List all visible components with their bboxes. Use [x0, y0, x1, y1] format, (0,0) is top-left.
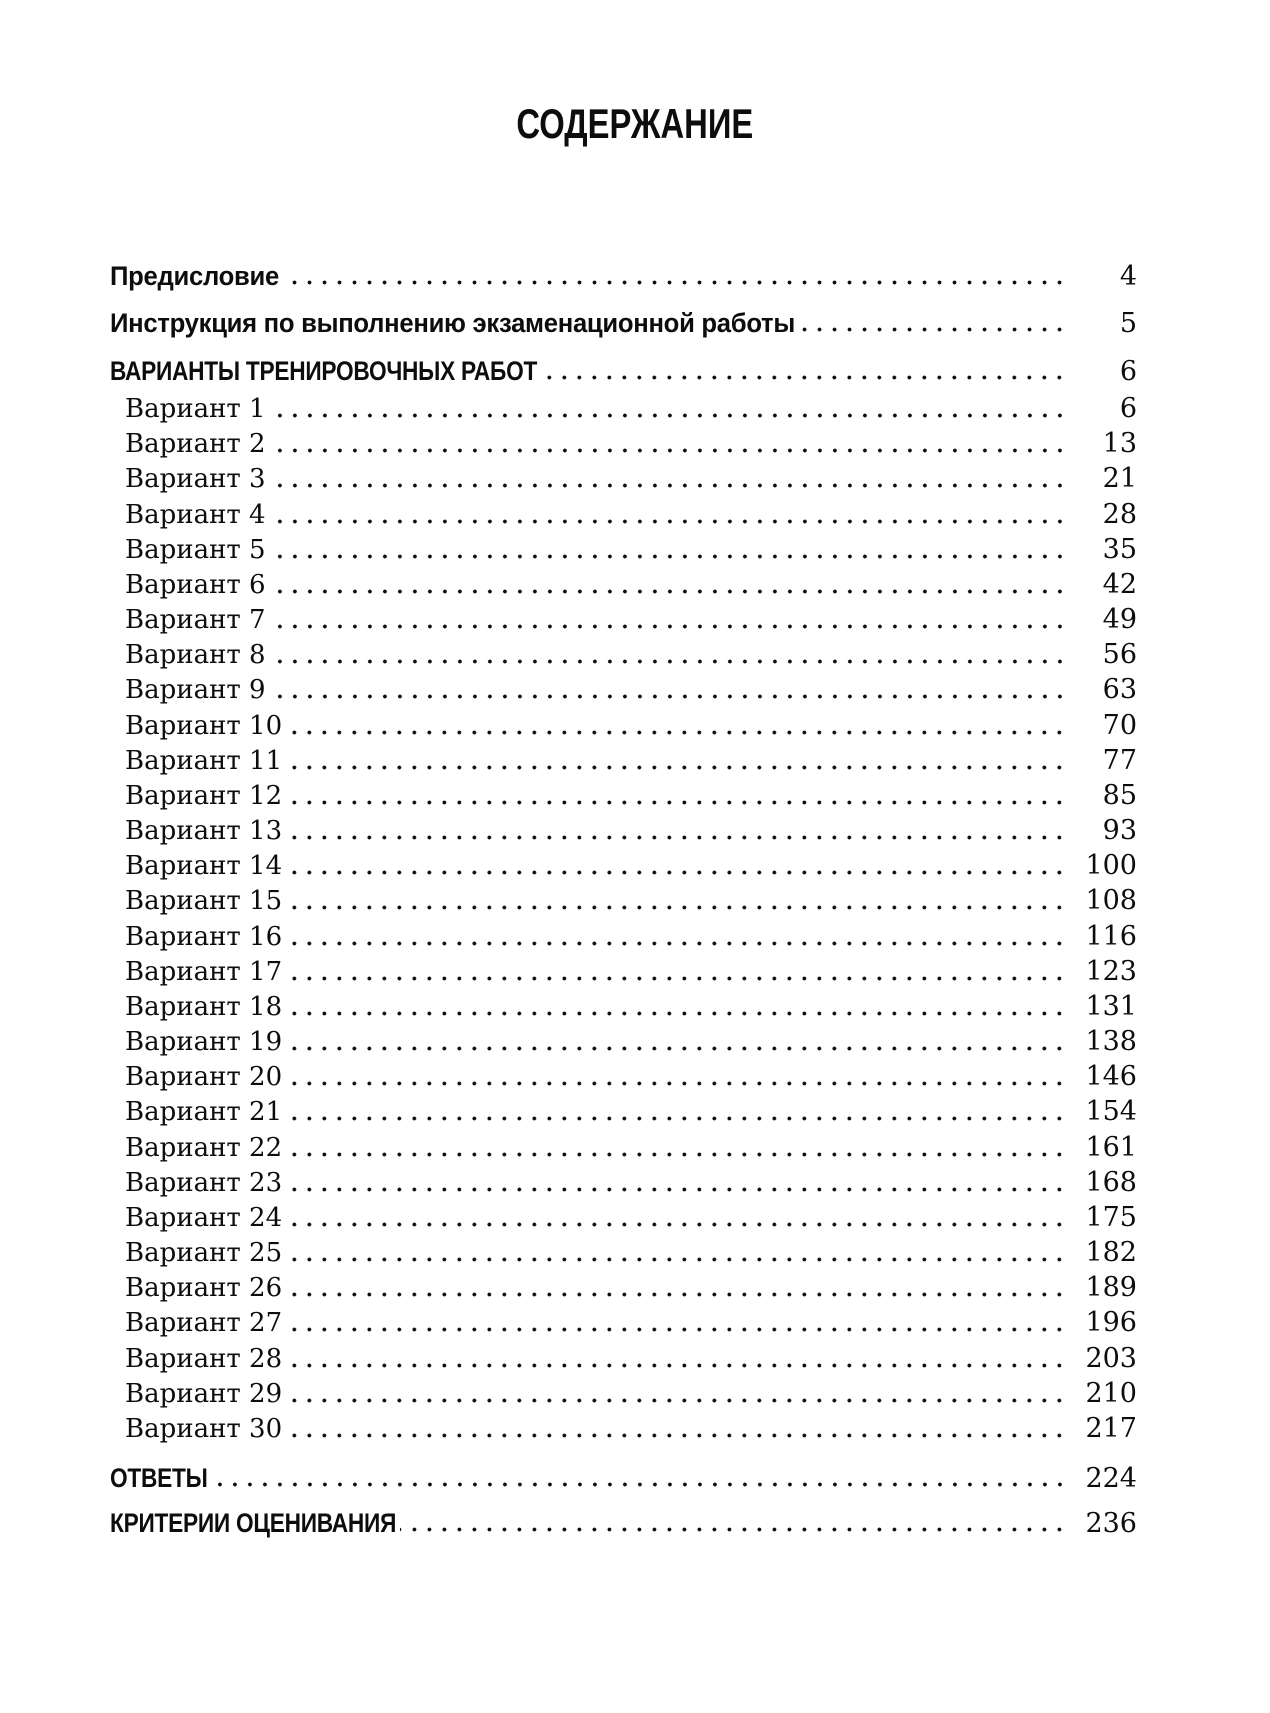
toc-entry — [125, 744, 1137, 778]
dot-leader — [400, 1506, 1069, 1540]
toc-entry-page: 196 — [1085, 1307, 1137, 1338]
toc-entry-page: 236 — [1085, 1508, 1137, 1539]
toc-entry-label: Вариант 7 — [125, 605, 266, 635]
toc-entry-page: 63 — [1102, 674, 1137, 705]
toc-entry-page: 35 — [1102, 534, 1137, 565]
toc-entry-label: КРИТЕРИИ ОЦЕНИВАНИЯ — [110, 1508, 397, 1538]
toc-entry-page: 131 — [1085, 991, 1137, 1022]
toc-entry — [125, 427, 1137, 461]
dot-leader — [270, 427, 1069, 461]
toc-entry — [110, 1461, 1137, 1495]
toc-entry-page: 108 — [1085, 885, 1137, 916]
toc-entry — [110, 1506, 1137, 1540]
toc-entry-label: Вариант 11 — [125, 746, 283, 776]
toc-entry-label: Вариант 8 — [125, 640, 266, 670]
toc-entry-label: Вариант 18 — [125, 992, 283, 1022]
dot-leader — [286, 884, 1069, 918]
toc-entry — [125, 603, 1137, 637]
toc-entry — [125, 1025, 1137, 1059]
toc-entry-label: Вариант 24 — [125, 1203, 283, 1233]
toc-entry — [125, 1201, 1137, 1235]
toc-entry-page: 77 — [1102, 745, 1137, 776]
toc-entry — [125, 1377, 1137, 1411]
toc-entry-label: Вариант 22 — [125, 1133, 283, 1163]
toc-entry-page: 56 — [1102, 639, 1137, 670]
dot-leader — [270, 638, 1069, 672]
toc-entry — [125, 779, 1137, 813]
dot-leader — [286, 990, 1069, 1024]
dot-leader — [286, 1271, 1069, 1305]
dot-leader — [541, 354, 1069, 388]
dot-leader — [286, 814, 1069, 848]
toc-entry-label: Вариант 30 — [125, 1414, 283, 1444]
dot-leader — [286, 1412, 1069, 1446]
dot-leader — [270, 392, 1069, 426]
dot-leader — [286, 1306, 1069, 1340]
toc-entry-label: Вариант 6 — [125, 570, 266, 600]
toc-entry-page: 13 — [1102, 428, 1137, 459]
toc-entry — [125, 392, 1137, 426]
toc-entry-label: Вариант 20 — [125, 1062, 283, 1092]
toc-entry-page: 138 — [1085, 1026, 1137, 1057]
toc-entry-page: 161 — [1085, 1132, 1137, 1163]
toc-entry-label: Вариант 10 — [125, 711, 283, 741]
toc-entry-page: 21 — [1102, 463, 1137, 494]
toc-entry-label: Инструкция по выполнению экзаменационной работы — [110, 308, 795, 338]
dot-leader — [286, 1060, 1069, 1094]
toc-entry — [125, 849, 1137, 883]
dot-leader — [286, 849, 1069, 883]
toc-entry-page: 175 — [1085, 1202, 1137, 1233]
toc-entry-label: ВАРИАНТЫ ТРЕНИРОВОЧНЫХ РАБОТ — [110, 356, 538, 386]
toc-entry-page: 70 — [1102, 710, 1137, 741]
toc-entry-label: Предисловие — [110, 261, 279, 291]
toc-entry-label: Вариант 15 — [125, 886, 283, 916]
toc-entry-page: 6 — [1119, 356, 1137, 387]
toc-entry-page: 123 — [1085, 956, 1137, 987]
toc-entry — [125, 568, 1137, 602]
dot-leader — [286, 1166, 1069, 1200]
toc-entry-page: 168 — [1085, 1167, 1137, 1198]
toc-entry-page: 4 — [1119, 261, 1137, 292]
toc-entry — [125, 990, 1137, 1024]
dot-leader — [270, 568, 1069, 602]
toc-entry-label: Вариант 29 — [125, 1379, 283, 1409]
toc-entry — [125, 1412, 1137, 1446]
toc-entry — [125, 638, 1137, 672]
dot-leader — [286, 920, 1069, 954]
toc-entry-label: Вариант 12 — [125, 781, 283, 811]
dot-leader — [286, 1095, 1069, 1129]
toc-entry-page: 189 — [1085, 1272, 1137, 1303]
toc-entry — [125, 673, 1137, 707]
toc-entry-label: Вариант 27 — [125, 1308, 283, 1338]
toc-entry — [125, 1271, 1137, 1305]
toc-entry-label: Вариант 5 — [125, 535, 266, 565]
toc-entry — [125, 814, 1137, 848]
toc-entry-label: Вариант 19 — [125, 1027, 283, 1057]
toc-entry-page: 5 — [1119, 308, 1137, 339]
toc-entry-page: 203 — [1085, 1343, 1137, 1374]
dot-leader — [270, 498, 1069, 532]
toc-entry-label: Вариант 4 — [125, 500, 266, 530]
toc-entry-label: Вариант 26 — [125, 1273, 283, 1303]
toc-entry — [125, 709, 1137, 743]
dot-leader — [286, 744, 1069, 778]
toc-entry-page: 224 — [1085, 1463, 1137, 1494]
dot-leader — [212, 1461, 1069, 1495]
toc-entry — [125, 498, 1137, 532]
toc-entry-page: 182 — [1085, 1237, 1137, 1268]
toc-entry-page: 49 — [1102, 604, 1137, 635]
toc-entry — [125, 920, 1137, 954]
toc-entry — [125, 1342, 1137, 1376]
toc-entry-label: Вариант 13 — [125, 816, 283, 846]
toc-entry — [125, 1060, 1137, 1094]
toc-entry — [125, 462, 1137, 496]
toc-entry — [125, 533, 1137, 567]
toc-entry-label: Вариант 14 — [125, 851, 283, 881]
toc-entry — [125, 884, 1137, 918]
toc-entry-page: 85 — [1102, 780, 1137, 811]
toc-entry-label: Вариант 3 — [125, 464, 266, 494]
toc-entry-page: 100 — [1085, 850, 1137, 881]
toc-entry-page: 210 — [1085, 1378, 1137, 1409]
toc-entry-page: 28 — [1102, 499, 1137, 530]
toc-entry — [110, 354, 1137, 388]
toc-entry-label: Вариант 17 — [125, 957, 283, 987]
toc-entry-label: Вариант 23 — [125, 1168, 283, 1198]
toc-entry — [110, 259, 1137, 293]
toc-entry — [125, 1095, 1137, 1129]
toc-entry-label: Вариант 9 — [125, 675, 266, 705]
dot-leader — [286, 1342, 1069, 1376]
toc-entry-label: Вариант 16 — [125, 922, 283, 952]
toc-entry-page: 154 — [1085, 1096, 1137, 1127]
toc-entry-page: 116 — [1085, 921, 1137, 952]
toc-entry — [125, 1166, 1137, 1200]
toc-entry-page: 6 — [1119, 393, 1137, 424]
toc-entry-label: Вариант 1 — [125, 394, 266, 424]
dot-leader — [286, 709, 1069, 743]
toc-entry-label: Вариант 25 — [125, 1238, 283, 1268]
dot-leader — [286, 779, 1069, 813]
dot-leader — [270, 533, 1069, 567]
page-title: СОДЕРЖАНИЕ — [516, 100, 754, 147]
dot-leader — [286, 1025, 1069, 1059]
toc-entry-label: Вариант 2 — [125, 429, 266, 459]
dot-leader — [270, 603, 1069, 637]
toc-entry-page: 42 — [1102, 569, 1137, 600]
toc-entry — [125, 1236, 1137, 1270]
dot-leader — [283, 259, 1069, 293]
toc-entry — [125, 1306, 1137, 1340]
toc-entry-label: Вариант 21 — [125, 1097, 283, 1127]
toc-entry-page: 217 — [1085, 1413, 1137, 1444]
toc-entry-label: ОТВЕТЫ — [110, 1463, 208, 1493]
toc-entry — [125, 1131, 1137, 1165]
dot-leader — [286, 1377, 1069, 1411]
toc-entry-page: 146 — [1085, 1061, 1137, 1092]
dot-leader — [799, 306, 1069, 340]
toc-entry-page: 93 — [1102, 815, 1137, 846]
dot-leader — [270, 673, 1069, 707]
dot-leader — [286, 1131, 1069, 1165]
toc-entry — [110, 306, 1137, 340]
dot-leader — [286, 1201, 1069, 1235]
dot-leader — [286, 1236, 1069, 1270]
dot-leader — [286, 955, 1069, 989]
toc-entry-label: Вариант 28 — [125, 1344, 283, 1374]
toc-entry — [125, 955, 1137, 989]
dot-leader — [270, 462, 1069, 496]
